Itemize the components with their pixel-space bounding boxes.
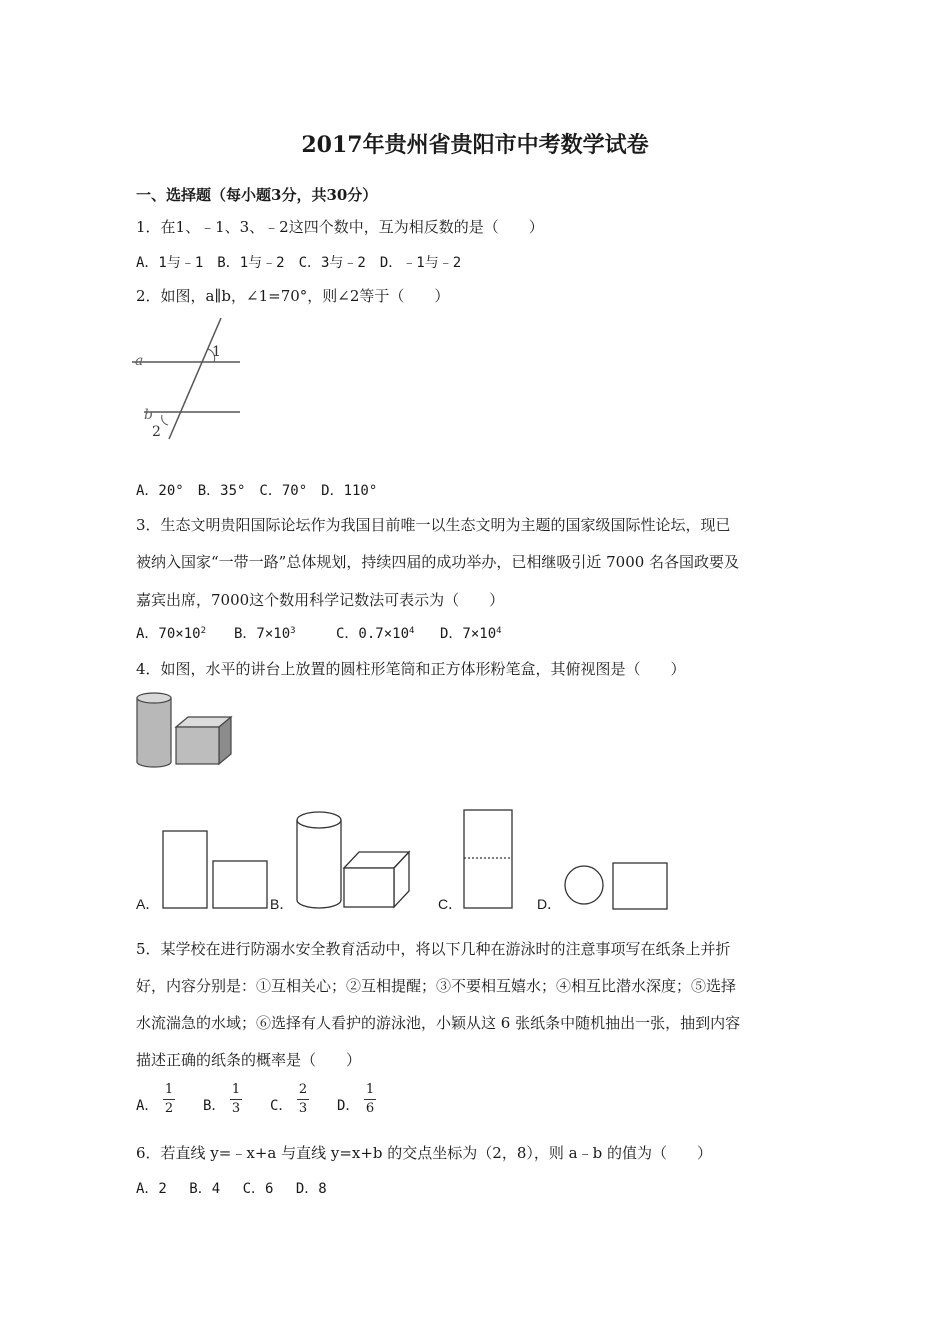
q5-option-c-label: C． [270,1098,293,1114]
q4-option-d-label: D． [537,896,562,912]
question-2-options: A．20° B．35° C．70° D．110° [136,483,378,499]
q4-option-a-figure [160,828,270,912]
question-3-option-a: A．$70\times 10^2$ [136,626,206,642]
page-title: 2017年贵州省贵阳市中考数学试卷 [301,132,649,158]
question-5-line-2: 好，内容分别是：①互相关心；②互相提醒；③不要相互嬉水；④相互比潜水深度；⑤选择 [136,977,737,995]
question-2-stem: 2．如图，a∥b，∠1=70°，则∠2等于（ ） [136,287,450,305]
q5-option-d-label: D． [337,1098,360,1114]
q5-option-c-fraction: 2 3 [298,1082,308,1116]
question-3-line-3: 嘉宾出席，7000这个数用科学记数法可表示为（ ） [136,591,505,609]
question-3-option-d: D．$7\times 10^4$ [440,626,502,642]
question-5-line-3: 水流湍急的水域；⑥选择有人看护的游泳池，小颖从这 6 张纸条中随机抽出一张，抽到内容 [136,1014,741,1032]
question-5-line-4: 描述正确的纸条的概率是（ ） [136,1051,362,1069]
section-heading: 一、选择题（每小题3分，共30分） [136,186,378,204]
question-6-options: A．2 B．4 C．6 D．8 [136,1181,327,1197]
q4-option-d-figure [563,860,671,912]
cylinder-and-cube-figure [134,690,244,770]
question-3-option-b: B．$7\times 10^3$ [234,626,296,642]
q4-option-a-label: A． [136,896,160,912]
label-a: a [135,353,144,369]
label-b: b [144,407,153,423]
parallel-lines-figure [132,315,252,445]
q5-option-b-label: B． [203,1098,226,1114]
question-1-options: A．1与﹣1 B．1与﹣2 C．3与﹣2 D．﹣1与﹣2 [136,255,462,271]
q5-option-a-label: A． [136,1098,159,1114]
q4-option-c-label: C． [438,896,463,912]
question-4-stem: 4．如图，水平的讲台上放置的圆柱形笔筒和正方体形粉笔盒，其俯视图是（ ） [136,660,686,678]
q4-option-b-figure [294,808,412,912]
q4-option-b-label: B． [270,896,294,912]
question-3-line-1: 3．生态文明贵阳国际论坛作为我国目前唯一以生态文明为主题的国家级国际性论坛，现已 [136,516,731,534]
label-angle-1: 1 [212,344,221,360]
label-angle-2: 2 [152,424,161,440]
q5-option-a-fraction: 1 2 [164,1082,174,1116]
question-6-stem: 6．若直线 y=﹣x+a 与直线 y=x+b 的交点坐标为（2，8），则 a﹣b 的值为（ ） [136,1144,712,1162]
question-3-line-2: 被纳入国家“一带一路”总体规划，持续四届的成功举办，已相继吸引近 7000 名各国政要及 [136,553,740,571]
q5-option-d-fraction: 1 6 [365,1082,375,1116]
question-3-option-c: C．$0.7\times 10^4$ [336,626,415,642]
question-1-stem: 1．在1、﹣1、3、﹣2这四个数中，互为相反数的是（ ） [136,218,544,236]
q4-option-c-figure [462,808,516,912]
q5-option-b-fraction: 1 3 [231,1082,241,1116]
question-5-line-1: 5．某学校在进行防溺水安全教育活动中，将以下几种在游泳时的注意事项写在纸条上并折 [136,940,731,958]
